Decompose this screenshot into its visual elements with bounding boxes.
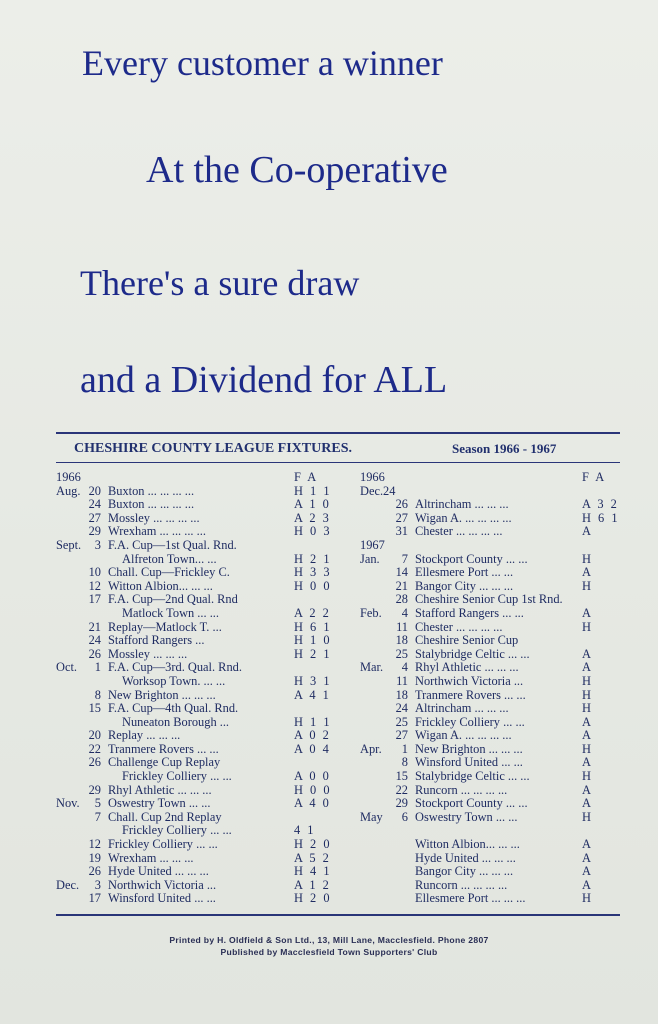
fixture-opponent: Ellesmere Port ... ...	[415, 565, 514, 580]
fixture-opponent: F.A. Cup—1st Qual. Rnd.	[108, 537, 237, 552]
fixture-day: 24	[395, 701, 408, 716]
fixture-row	[360, 566, 622, 580]
fixture-row	[56, 648, 346, 662]
fixture-result: F A	[582, 470, 607, 484]
fixture-result: A 0 0	[294, 769, 331, 784]
fixture-row	[360, 865, 622, 879]
fixture-day: 20	[88, 483, 101, 498]
fixture-row	[360, 852, 622, 866]
fixture-day: 15	[88, 701, 101, 716]
fixture-result: H	[582, 769, 593, 784]
fixture-result: H 6 1	[582, 510, 620, 525]
fixture-row	[56, 879, 346, 893]
fixture-day: 12	[88, 837, 101, 852]
fixture-month: 1967	[360, 537, 385, 552]
fixture-row	[56, 485, 346, 499]
fixture-row	[56, 566, 346, 580]
fixture-opponent: Frickley Colliery ... ...	[108, 837, 218, 852]
fixture-day: 26	[88, 646, 101, 661]
fixture-opponent: New Brighton ... ... ...	[415, 741, 523, 756]
fixture-day: 11	[396, 673, 408, 688]
fixture-day: 29	[395, 796, 408, 811]
fixture-day: 15	[395, 769, 408, 784]
fixture-row	[360, 593, 622, 607]
fixture-opponent: Buxton ... ... ... ...	[108, 483, 195, 498]
fixture-month: May	[360, 809, 383, 824]
fixture-row	[56, 580, 346, 594]
fixture-result: A	[582, 850, 593, 865]
fixture-opponent: Runcorn ... ... ... ...	[415, 782, 508, 797]
fixture-month: 1966	[360, 470, 385, 484]
bottom-rule	[56, 914, 620, 916]
fixture-row	[56, 743, 346, 757]
fixture-row	[56, 607, 346, 621]
fixture-result: A 0 4	[294, 741, 331, 756]
fixture-month: Sept.	[56, 537, 82, 552]
fixture-row	[360, 634, 622, 648]
fixture-result: H	[582, 741, 593, 756]
fixture-opponent: Stafford Rangers ...	[108, 633, 205, 648]
fixture-row	[360, 471, 622, 485]
fixture-result: H	[582, 578, 593, 593]
fixture-month: Oct.	[56, 660, 77, 675]
fixture-row	[360, 729, 622, 743]
fixture-day: 21	[395, 578, 408, 593]
fixture-opponent: Replay—Matlock T. ...	[108, 619, 222, 634]
fixture-row	[56, 634, 346, 648]
fixture-day: 27	[395, 510, 408, 525]
fixture-opponent: Mossley ... ... ... ...	[108, 510, 200, 525]
fixture-row	[360, 702, 622, 716]
fixture-day: 24	[88, 633, 101, 648]
fixture-result: H 1 1	[294, 714, 332, 729]
fixture-result: H 4 1	[294, 864, 332, 879]
fixture-row	[56, 675, 346, 689]
fixture-day: 7	[94, 809, 101, 824]
slogan-line-2: At the Co-operative	[146, 149, 448, 191]
fixture-row	[360, 539, 622, 553]
fixture-result: H 6 1	[294, 619, 332, 634]
fixture-month: 1966	[56, 470, 81, 484]
fixture-opponent: Rhyl Athletic ... ... ...	[108, 782, 212, 797]
fixture-day: 1	[401, 741, 408, 756]
fixture-result: A	[582, 864, 593, 879]
fixture-result: A 2 2	[294, 605, 331, 620]
fixture-row	[56, 553, 346, 567]
fixture-day: 7	[401, 551, 408, 566]
fixture-result: H 0 0	[294, 782, 332, 797]
fixture-opponent: Stafford Rangers ... ...	[415, 605, 524, 620]
fixture-row	[360, 525, 622, 539]
fixture-row	[56, 811, 346, 825]
fixture-day: 27	[395, 728, 408, 743]
fixture-row	[56, 689, 346, 703]
fixture-result: H 1 0	[294, 633, 332, 648]
fixture-opponent: Oswestry Town ... ...	[415, 809, 518, 824]
fixture-row	[360, 879, 622, 893]
fixture-opponent: Chall. Cup 2nd Replay	[108, 809, 222, 824]
header-rule	[56, 462, 620, 463]
fixture-row	[360, 607, 622, 621]
slogan-line-3: There's a sure draw	[80, 263, 360, 303]
fixture-result: A 5 2	[294, 850, 331, 865]
fixture-opponent: Witton Albion... ... ...	[108, 578, 213, 593]
fixture-result: A	[582, 877, 593, 892]
fixture-result: A 0 2	[294, 728, 331, 743]
fixture-row	[360, 824, 622, 838]
fixture-result: H 0 0	[294, 578, 332, 593]
fixture-result: A 3 2	[582, 497, 619, 512]
fixture-opponent: Winsford United ... ...	[108, 891, 216, 906]
fixture-result: H 2 1	[294, 551, 332, 566]
fixture-row	[56, 471, 346, 485]
fixture-day: 21	[88, 619, 101, 634]
fixture-day: 17	[88, 891, 101, 906]
fixture-row	[56, 838, 346, 852]
fixture-row	[56, 770, 346, 784]
fixture-day: 1	[94, 660, 101, 675]
fixture-row	[56, 702, 346, 716]
fixture-day: 5	[94, 796, 101, 811]
fixture-opponent: Frickley Colliery ... ...	[122, 823, 232, 838]
fixtures-column-left	[56, 471, 346, 906]
fixture-day: 29	[88, 782, 101, 797]
fixture-day: 19	[88, 850, 101, 865]
fixture-day: 18	[395, 633, 408, 648]
fixture-row	[56, 498, 346, 512]
fixture-result: H 3 1	[294, 673, 332, 688]
fixture-result: H 2 1	[294, 646, 332, 661]
fixture-row	[360, 892, 622, 906]
fixture-opponent: Mossley ... ... ...	[108, 646, 188, 661]
fixture-month: Jan.	[360, 551, 380, 566]
fixture-result: A 1 0	[294, 497, 331, 512]
fixture-row	[56, 729, 346, 743]
fixture-month: Feb.	[360, 605, 382, 620]
fixture-row	[56, 621, 346, 635]
publisher-credit: Published by Macclesfield Town Supporters' Club	[220, 947, 438, 957]
fixture-row	[360, 498, 622, 512]
fixture-result: A	[582, 782, 593, 797]
fixture-opponent: Wrexham ... ... ...	[108, 850, 194, 865]
fixture-result: A 1 2	[294, 877, 331, 892]
fixture-opponent: Wigan A. ... ... ... ...	[415, 728, 512, 743]
fixture-opponent: Tranmere Rovers ... ...	[415, 687, 526, 702]
fixture-opponent: Chall. Cup—Frickley C.	[108, 565, 230, 580]
fixture-result: A	[582, 755, 593, 770]
fixture-day: 4	[401, 605, 408, 620]
fixture-opponent: Stalybridge Celtic ... ...	[415, 769, 530, 784]
fixture-result: A 4 0	[294, 796, 331, 811]
fixture-result: 4 1	[294, 823, 316, 838]
fixture-opponent: Wigan A. ... ... ... ...	[415, 510, 512, 525]
fixture-opponent: Tranmere Rovers ... ...	[108, 741, 219, 756]
fixture-opponent: Runcorn ... ... ... ...	[415, 877, 508, 892]
fixture-opponent: Bangor City ... ... ...	[415, 578, 514, 593]
fixture-result: A 2 3	[294, 510, 331, 525]
fixture-opponent: Worksop Town. ... ...	[122, 673, 226, 688]
fixture-opponent: Ellesmere Port ... ... ...	[415, 891, 526, 906]
fixture-result: H	[582, 687, 593, 702]
fixture-row	[56, 539, 346, 553]
fixture-result: A	[582, 660, 593, 675]
fixture-opponent: Replay ... ... ...	[108, 728, 181, 743]
fixture-row	[56, 593, 346, 607]
fixture-opponent: Alfreton Town... ...	[122, 551, 217, 566]
fixture-day: 26	[88, 755, 101, 770]
fixture-row	[360, 661, 622, 675]
fixture-result: H 2 0	[294, 837, 332, 852]
fixture-month: Dec.24	[360, 483, 396, 498]
season-label: Season 1966 - 1967	[452, 441, 557, 456]
fixture-row	[360, 512, 622, 526]
fixture-result: A 4 1	[294, 687, 331, 702]
fixture-row	[360, 784, 622, 798]
fixture-day: 27	[88, 510, 101, 525]
fixture-row	[56, 661, 346, 675]
fixture-row	[360, 648, 622, 662]
fixture-day: 8	[94, 687, 101, 702]
fixture-opponent: Buxton ... ... ... ...	[108, 497, 195, 512]
fixture-result: H	[582, 673, 593, 688]
fixture-day: 11	[396, 619, 408, 634]
fixture-row	[56, 892, 346, 906]
fixture-day: 17	[88, 592, 101, 607]
fixture-row	[56, 525, 346, 539]
slogan-line-1: Every customer a winner	[82, 43, 443, 83]
fixture-result: A	[582, 646, 593, 661]
fixture-opponent: Witton Albion... ... ...	[415, 837, 520, 852]
fixture-day: 18	[395, 687, 408, 702]
fixture-day: 26	[88, 864, 101, 879]
fixtures-title: CHESHIRE COUNTY LEAGUE FIXTURES.	[74, 441, 352, 456]
fixture-opponent: Altrincham ... ... ...	[415, 497, 509, 512]
fixture-opponent: Nuneaton Borough ...	[122, 714, 230, 729]
fixture-row	[56, 824, 346, 838]
fixture-result: A	[582, 728, 593, 743]
fixture-result: H	[582, 619, 593, 634]
fixture-opponent: Matlock Town ... ...	[122, 605, 219, 620]
fixture-result: H	[582, 551, 593, 566]
fixture-month: Dec.	[56, 877, 80, 892]
fixture-day: 26	[395, 497, 408, 512]
fixture-row	[360, 716, 622, 730]
fixture-day: 29	[88, 524, 101, 539]
fixture-opponent: Cheshire Senior Cup 1st Rnd.	[415, 592, 563, 607]
fixture-row	[360, 770, 622, 784]
fixture-opponent: Oswestry Town ... ...	[108, 796, 211, 811]
fixture-row	[360, 689, 622, 703]
fixture-opponent: F.A. Cup—3rd. Qual. Rnd.	[108, 660, 242, 675]
fixtures-column-right	[360, 471, 622, 906]
fixture-row	[56, 756, 346, 770]
fixture-opponent: Rhyl Athletic ... ... ...	[415, 660, 519, 675]
fixture-day: 20	[88, 728, 101, 743]
fixture-opponent: Frickley Colliery ... ...	[122, 769, 232, 784]
fixture-row	[56, 512, 346, 526]
fixture-row	[360, 621, 622, 635]
fixture-result: H 3 3	[294, 565, 332, 580]
fixture-opponent: New Brighton ... ... ...	[108, 687, 216, 702]
fixture-row	[56, 784, 346, 798]
fixture-opponent: Stockport County ... ...	[415, 796, 528, 811]
fixture-month: Aug.	[56, 483, 81, 498]
fixture-opponent: Challenge Cup Replay	[108, 755, 221, 770]
fixture-row	[360, 797, 622, 811]
fixture-result: A	[582, 605, 593, 620]
fixture-row	[360, 553, 622, 567]
fixture-day: 8	[401, 755, 408, 770]
fixture-opponent: Stockport County ... ...	[415, 551, 528, 566]
fixture-opponent: Bangor City ... ... ...	[415, 864, 514, 879]
fixture-result: A	[582, 796, 593, 811]
fixture-opponent: Altrincham ... ... ...	[415, 701, 509, 716]
fixture-result: A	[582, 524, 593, 539]
fixture-opponent: Cheshire Senior Cup	[415, 633, 519, 648]
fixture-row	[360, 580, 622, 594]
fixture-result: H	[582, 701, 593, 716]
fixture-row	[360, 811, 622, 825]
fixture-opponent: Winsford United ... ...	[415, 755, 523, 770]
fixture-row	[360, 675, 622, 689]
fixture-opponent: Stalybridge Celtic ... ...	[415, 646, 530, 661]
fixture-result: A	[582, 837, 593, 852]
printer-credit: Printed by H. Oldfield & Son Ltd., 13, Mill Lane, Macclesfield. Phone 2807	[169, 935, 489, 945]
fixture-day: 22	[395, 782, 408, 797]
fixture-row	[360, 485, 622, 499]
fixture-result: H 1 1	[294, 483, 332, 498]
fixture-row	[56, 716, 346, 730]
fixture-opponent: Chester ... ... ... ...	[415, 619, 503, 634]
fixture-day: 4	[401, 660, 408, 675]
fixture-day: 12	[88, 578, 101, 593]
fixture-row	[360, 756, 622, 770]
fixture-month: Mar.	[360, 660, 384, 675]
fixture-day: 28	[395, 592, 408, 607]
fixture-day: 25	[395, 714, 408, 729]
fixture-row	[360, 838, 622, 852]
fixture-result: H 2 0	[294, 891, 332, 906]
fixture-opponent: F.A. Cup—2nd Qual. Rnd	[108, 592, 238, 607]
fixture-row	[56, 852, 346, 866]
fixture-opponent: F.A. Cup—4th Qual. Rnd.	[108, 701, 239, 716]
fixture-day: 24	[88, 497, 101, 512]
fixture-result: H 0 3	[294, 524, 332, 539]
fixture-result: A	[582, 714, 593, 729]
fixture-opponent: Chester ... ... ... ...	[415, 524, 503, 539]
fixture-opponent: Northwich Victoria ...	[415, 673, 524, 688]
fixture-day: 3	[94, 877, 101, 892]
fixture-day: 3	[94, 537, 101, 552]
fixture-result: F A	[294, 470, 319, 484]
fixture-day: 6	[401, 809, 408, 824]
fixture-opponent: Northwich Victoria ...	[108, 877, 217, 892]
fixture-result: H	[582, 891, 593, 906]
fixture-opponent: Hyde United ... ... ...	[108, 864, 209, 879]
slogan-line-4: and a Dividend for ALL	[80, 359, 448, 401]
fixture-opponent: Wrexham ... ... ... ...	[108, 524, 206, 539]
fixture-month: Apr.	[360, 741, 382, 756]
top-rule	[56, 432, 620, 434]
fixture-row	[56, 865, 346, 879]
fixture-result: A	[582, 565, 593, 580]
fixture-day: 22	[88, 741, 101, 756]
fixture-row	[56, 797, 346, 811]
fixture-result: H	[582, 809, 593, 824]
fixture-month: Nov.	[56, 796, 80, 811]
fixture-day: 31	[395, 524, 408, 539]
fixture-opponent: Frickley Colliery ... ...	[415, 714, 525, 729]
fixture-row	[360, 743, 622, 757]
fixture-day: 25	[395, 646, 408, 661]
fixture-day: 10	[88, 565, 101, 580]
fixture-opponent: Hyde United ... ... ...	[415, 850, 516, 865]
fixture-day: 14	[395, 565, 408, 580]
